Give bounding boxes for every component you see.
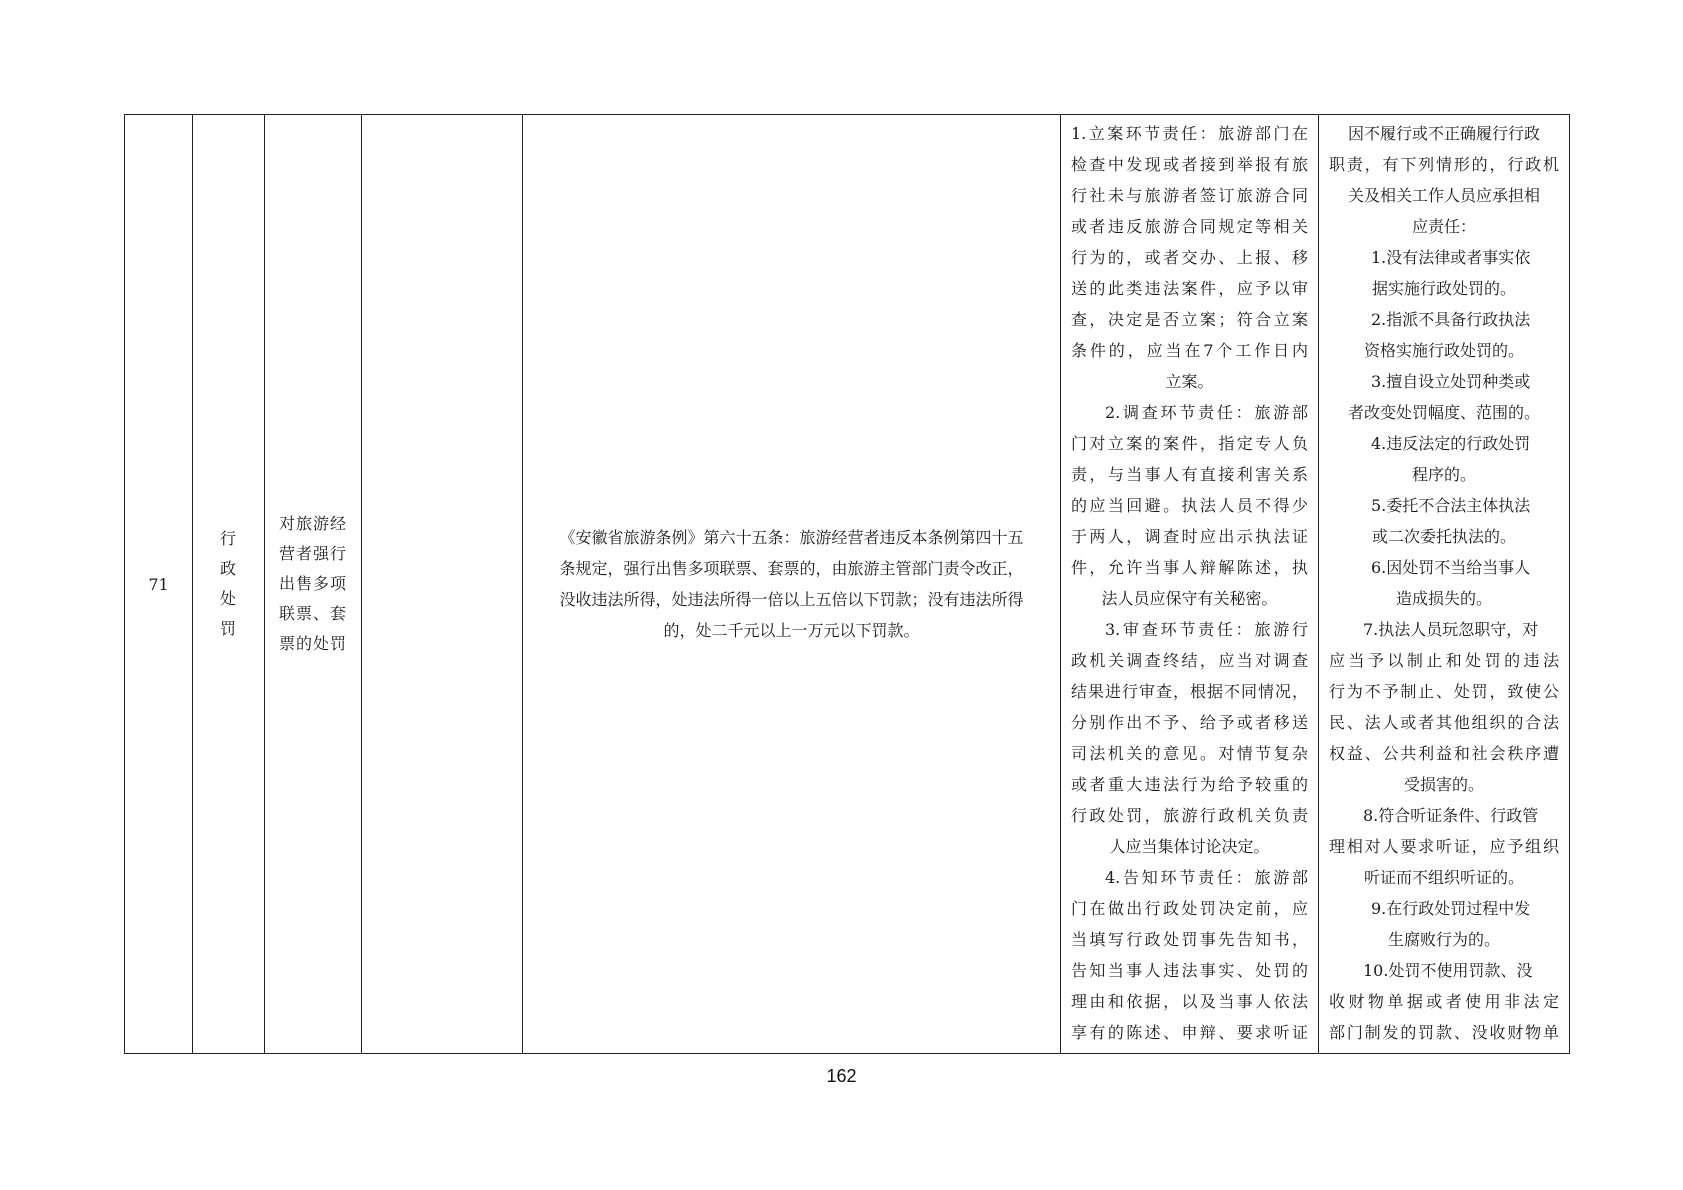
duty-line: 司法机关的意见。对情节复杂 — [1071, 744, 1308, 763]
duty-line: 2.调查环节责任：旅游部 — [1105, 403, 1308, 422]
liability-line: 或二次委托执法的。 — [1371, 527, 1516, 546]
duty-cell — [1061, 115, 1319, 1054]
liability-line: 生腐败行为的。 — [1387, 930, 1500, 949]
duty-line: 当填写行政处罚事先告知书， — [1071, 930, 1308, 949]
liability-line: 9.在行政处罚过程中发 — [1371, 899, 1531, 918]
duty-line: 或者重大违法行为给予较重的 — [1071, 775, 1308, 794]
duty-line: 立案。 — [1165, 372, 1214, 391]
basis-line: 条规定，强行出售多项联票、套票的，由旅游主管部门责令改正， — [559, 559, 1024, 578]
sub-item-cell — [362, 115, 523, 1054]
liability-line: 民、法人或者其他组织的合法 — [1329, 713, 1559, 732]
duty-line: 理由和依据，以及当事人依法 — [1071, 992, 1308, 1011]
duty-line: 的应当回避。执法人员不得少 — [1071, 496, 1308, 515]
duty-line: 结果进行审查，根据不同情况， — [1071, 682, 1308, 701]
responsibility-table — [124, 114, 1570, 1054]
item-name-text: 对旅游经营者强行出售多项联票、套票的处罚 — [278, 514, 347, 653]
liability-line: 7.执法人员玩忽职守，对 — [1363, 620, 1539, 639]
liability-line: 权益、公共利益和社会秩序遭 — [1329, 744, 1559, 763]
basis-line: 《安徽省旅游条例》第六十五条：旅游经营者违反本条例第四十五 — [559, 528, 1024, 547]
liability-line: 2.指派不具备行政执法 — [1371, 310, 1531, 329]
liability-line: 者改变处罚幅度、范围的。 — [1347, 403, 1540, 422]
duty-line: 法人员应保守有关秘密。 — [1101, 589, 1278, 608]
duty-line: 行社未与旅游者签订旅游合同 — [1071, 186, 1308, 205]
duty-line: 门对立案的案件，指定专人负 — [1071, 434, 1308, 453]
liability-line: 部门制发的罚款、没收财物单 — [1329, 1023, 1559, 1042]
liability-line: 资格实施行政处罚的。 — [1363, 341, 1524, 360]
liability-line: 因不履行或不正确履行行政 — [1347, 124, 1540, 143]
duty-line: 送的此类违法案件，应予以审 — [1071, 279, 1308, 298]
basis-line: 的，处二千元以上一万元以下罚款。 — [663, 621, 920, 640]
liability-line: 4.违反法定的行政处罚 — [1371, 434, 1531, 453]
duty-line: 于两人，调查时应出示执法证 — [1071, 527, 1308, 546]
duty-line: 或者违反旅游合同规定等相关 — [1071, 217, 1308, 236]
basis-line: 没收违法所得，处违法所得一倍以上五倍以下罚款；没有违法所得 — [559, 590, 1024, 609]
table-row — [125, 115, 1570, 1054]
liability-line: 据实施行政处罚的。 — [1371, 279, 1516, 298]
liability-line: 收财物单据或者使用非法定 — [1329, 992, 1559, 1011]
liability-line: 应责任： — [1411, 217, 1476, 236]
liability-line: 受损害的。 — [1403, 775, 1484, 794]
liability-line: 行为不予制止、处罚，致使公 — [1329, 682, 1559, 701]
duty-line: 门在做出行政处罚决定前，应 — [1071, 899, 1308, 918]
liability-line: 关及相关工作人员应承担相 — [1347, 186, 1540, 205]
duty-line: 分别作出不予、给予或者移送 — [1071, 713, 1308, 732]
duty-line: 1.立案环节责任：旅游部门在 — [1071, 124, 1308, 143]
liability-line: 5.委托不合法主体执法 — [1371, 496, 1531, 515]
duty-line: 查，决定是否立案；符合立案 — [1071, 310, 1308, 329]
liability-line: 职责，有下列情形的，行政机 — [1329, 155, 1559, 174]
item-name — [265, 115, 362, 1054]
duty-line: 行为的，或者交办、上报、移 — [1071, 248, 1308, 267]
liability-line: 8.符合听证条件、行政管 — [1363, 806, 1539, 825]
liability-line: 理相对人要求听证，应予组织 — [1329, 837, 1559, 856]
power-type — [193, 115, 265, 1054]
liability-line: 造成损失的。 — [1395, 589, 1492, 608]
liability-line: 3.擅自设立处罚种类或 — [1371, 372, 1531, 391]
duty-line: 4.告知环节责任：旅游部 — [1105, 868, 1308, 887]
duty-line: 享有的陈述、申辩、要求听证 — [1071, 1023, 1308, 1042]
duty-line: 告知当事人违法事实、处罚的 — [1071, 961, 1308, 980]
duty-line: 人应当集体讨论决定。 — [1109, 837, 1270, 856]
duty-line: 检查中发现或者接到举报有旅 — [1071, 155, 1308, 174]
power-type-text: 行政处罚 — [219, 529, 237, 638]
liability-line: 6.因处罚不当给当事人 — [1371, 558, 1531, 577]
duty-line: 政机关调查终结，应当对调查 — [1071, 651, 1308, 670]
duty-line: 行政处罚，旅游行政机关负责 — [1071, 806, 1308, 825]
duty-line: 条件的，应当在7个工作日内 — [1071, 341, 1308, 360]
liability-cell — [1319, 115, 1570, 1054]
duty-line: 责，与当事人有直接利害关系 — [1071, 465, 1308, 484]
page-number: 162 — [826, 1066, 857, 1086]
row-number: 71 — [125, 115, 193, 1054]
legal-basis — [523, 115, 1061, 1054]
duty-line: 件，允许当事人辩解陈述，执 — [1071, 558, 1308, 577]
liability-line: 应当予以制止和处罚的违法 — [1329, 651, 1559, 670]
liability-line: 听证而不组织听证的。 — [1363, 868, 1524, 887]
liability-line: 1.没有法律或者事实依 — [1371, 248, 1531, 267]
liability-line: 程序的。 — [1411, 465, 1476, 484]
liability-line: 10.处罚不使用罚款、没 — [1363, 961, 1533, 980]
duty-line: 3.审查环节责任：旅游行 — [1105, 620, 1308, 639]
